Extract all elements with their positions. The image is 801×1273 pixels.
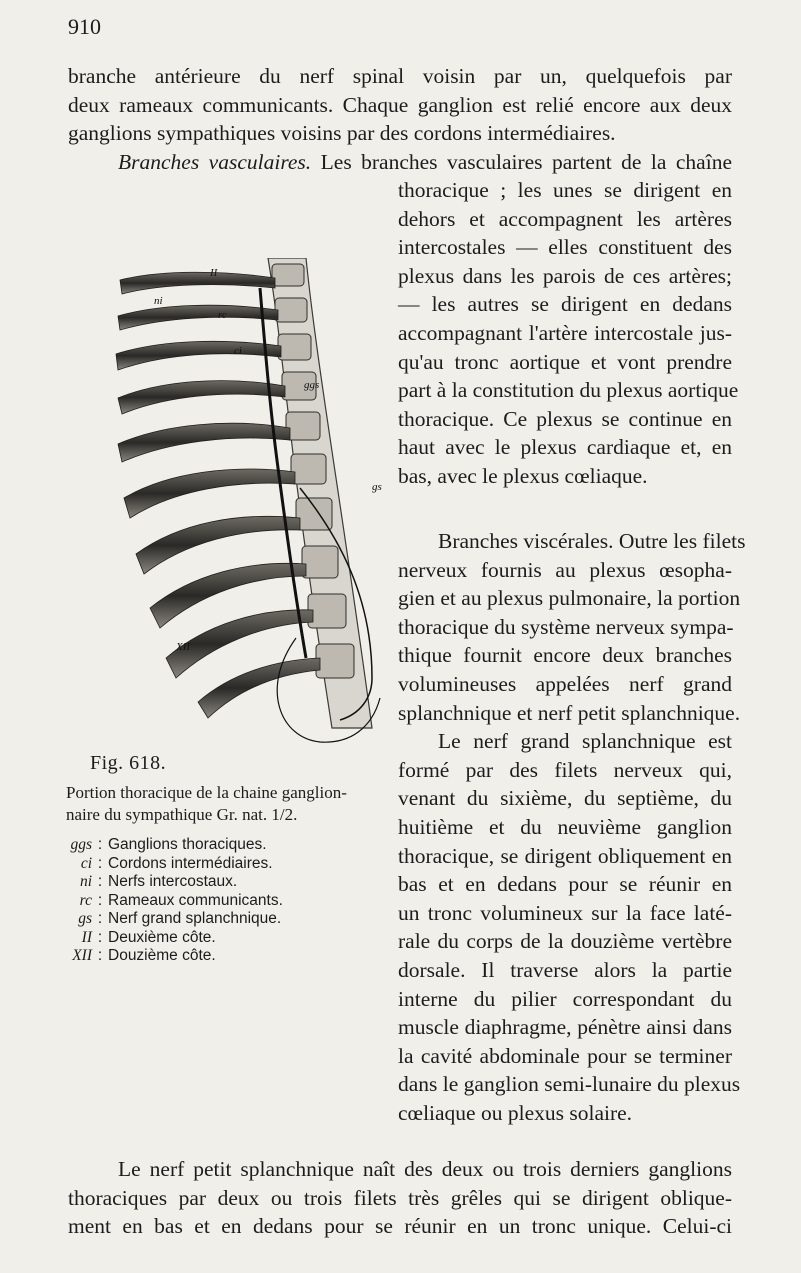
text-line: thoracique ; les unes se dirigent en [398,178,732,202]
text-line: dans le ganglion semi-lunaire du plexus [398,1072,741,1097]
text-line: un tronc volumineux sur la face laté- [398,900,732,925]
legend-item: ci : Cordons intermédiaires. [80,854,273,872]
text-line: venant du sixième, du septième, du [398,786,732,811]
text-line: formé par des filets nerveux qui, [398,757,732,782]
text-line: thoracique, se dirigent obliquement en [398,843,732,868]
text-line: haut avec le plexus cardiaque et, en [398,435,732,460]
legend-item: gs : Nerf grand splanchnique. [78,910,282,927]
text-line: part à la constitution du plexus aortique [398,378,739,403]
text-line: deux rameaux communicants. Chaque ganglion est relié encore aux deux [68,92,732,117]
text-line: bas et en dedans pour se réunir en [398,872,732,897]
legend-item: ni : Nerfs intercostaux. [79,873,238,890]
text-line: Le nerf petit splanchnique naît des deux ou trois derniers ganglions [118,1157,732,1181]
text-line: accompagnant l'artère intercostale jus- [398,320,732,345]
text-line: bas, avec le plexus cœliaque. [398,463,648,488]
text-line: qu'au tronc aortique et vont prendre [398,349,732,374]
bottom-paragraph [68,1155,732,1241]
text-line: rale du corps de la douzième vertèbre [398,929,732,954]
text-line: Branches viscérales. Outre les filets [438,529,746,553]
figure-label: Fig. 618. [90,752,167,774]
text-line: huitième et du neuvième ganglion [398,814,732,839]
figure-legend [66,836,283,966]
top-paragraph [68,62,732,176]
legend-item: II : Deuxième côte. [81,928,216,946]
text-line: ganglions sympathiques voisins par des cordons intermédiaires. [68,121,616,146]
text-line [68,148,732,177]
text-line: ment en bas et en dedans pour se réunir en un tronc unique. Celui-ci [68,1214,732,1239]
text-line: thique fournit encore deux branches [398,643,732,668]
marker-ni: ni [154,295,163,307]
text-line: dehors et accompagnent les artères [398,206,732,231]
legend-item: ggs : Ganglions thoraciques. [70,836,267,853]
text-line: intercostales — elles constituent des [398,235,732,260]
visc-column [398,527,746,1127]
text-line: interne du pilier correspondant du [398,986,732,1011]
text-line: — les autres se dirigent en dedans [398,292,732,317]
text-line: muscle diaphragme, pénètre ainsi dans [398,1015,732,1040]
marker-ggs: ggs [304,379,320,391]
caption-line: Portion thoracique de la chaine ganglion- [66,783,347,802]
text-line: nerveux fournis au plexus œsopha- [398,557,732,582]
text-line: cœliaque ou plexus solaire. [398,1100,633,1125]
vasc-column [398,176,739,491]
marker-rc: rc [218,309,227,321]
text-line: thoracique. Ce plexus se continue en [398,406,732,431]
caption-line: naire du sympathique Gr. nat. 1/2. [66,805,298,824]
text-line: branche antérieure du nerf spinal voisin par un, quelquefois par [68,64,732,88]
page-number: 910 [68,14,101,39]
legend-item: XII : Douzième côte. [72,947,216,964]
marker-XII: XII [176,641,191,653]
marker-ci: ci [234,345,242,357]
marker-II: II [210,267,218,279]
sympathetic-chain-illustration [110,258,400,744]
text-line: dorsale. Il traverse alors la partie [398,957,732,982]
text-line: plexus dans les parois de ces artères; [398,263,732,288]
text-line: thoracique du système nerveux sympa- [398,614,734,639]
anatomical-figure [110,258,400,744]
text-line: la cavité abdominale pour se terminer [398,1043,732,1068]
vasc-heading: Branches vasculaires. [118,149,312,174]
marker-gs: gs [372,481,382,493]
text-line: thoraciques par deux ou trois filets très grêles qui se dirigent oblique- [68,1185,732,1210]
figure-caption [66,782,386,826]
vasc-first-line: Les branches vasculaires partent de la chaîne [320,149,732,174]
text-line: gien et au plexus pulmonaire, la portion [398,586,741,611]
text-line: splanchnique et nerf petit splanchnique. [398,700,741,725]
legend-item: rc : Rameaux communicants. [79,891,283,909]
text-line: volumineuses appelées nerf grand [398,671,732,696]
text-line: Le nerf grand splanchnique est [438,729,732,754]
